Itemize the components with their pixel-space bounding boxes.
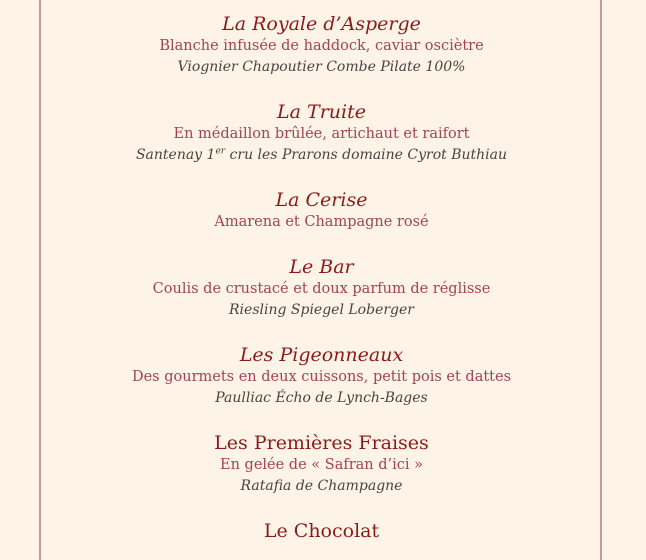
wine-pairing: Ratafia de Champagne [240,478,403,494]
course-description: Coulis de crustacé et doux parfum de réglisse [152,281,491,297]
wine-pairing: Viognier Chapoutier Combe Pilate 100% [177,59,466,75]
wine-pairing-suffix: cru les Prarons domaine Cyrot Buthiau [225,147,508,163]
course-title: Les Premières Fraises [214,432,429,454]
wine-pairing-prefix: Santenay 1 [135,147,216,163]
course-description: Blanche infusée de haddock, caviar osciètre [159,38,484,54]
course-cerise [41,188,602,233]
course-description: Des gourmets en deux cuissons, petit pois et dattes [131,369,512,385]
tasting-menu [41,12,602,560]
wine-pairing: Riesling Spiegel Loberger [229,302,414,318]
course-title: La Royale d’Asperge [222,13,421,35]
course-premieres-fraises [41,431,602,497]
course-title: Les Pigeonneaux [239,344,404,366]
wine-pairing-superscript: er [215,146,226,157]
course-pigeonneaux [41,343,602,409]
wine-pairing [41,145,602,166]
course-description: En gelée de « Safran d’ici » [220,457,423,473]
course-bar [41,255,602,321]
course-title: La Cerise [275,189,368,211]
course-truite [41,100,602,166]
course-title: Le Chocolat [263,520,380,542]
course-description: Amarena et Champagne rosé [214,214,429,230]
course-title: La Truite [277,101,366,123]
wine-pairing: Paulliac Écho de Lynch-Bages [215,390,428,406]
course-royale-asperge [41,12,602,78]
course-chocolat [41,519,602,543]
course-description: En médaillon brûlée, artichaut et raifort [173,126,470,142]
course-title: Le Bar [289,256,354,278]
